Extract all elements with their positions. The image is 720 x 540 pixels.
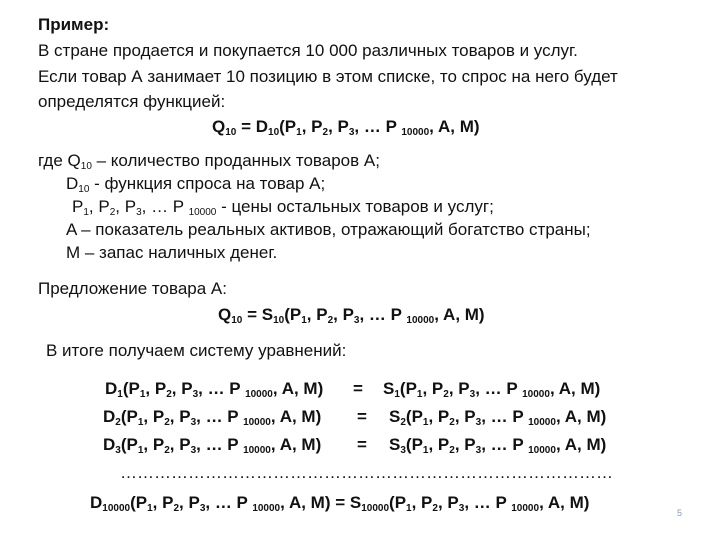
where-d: $D_{10}$ - функция спроса на товар А;: [66, 174, 326, 195]
system-row-1-eq: =: [353, 379, 363, 398]
system-row-last: $D_{10000}(P_1$, $P_2$, $P_3$, … P $_{10000}$, A, $M) = S_{10000}(P_1$, $P_2$, $P_3$, … P $_{10000}$, A, M): [90, 493, 590, 514]
system-row-2-lhs: $D_2(P_1$, $P_2$, $P_3$, … P $_{10000}$, A, M): [103, 407, 322, 428]
system-row-2-rhs: $S_2(P_1$, $P_2$, $P_3$, … P $_{10000}$, A, M): [389, 407, 607, 428]
system-row-1-rhs: $S_1(P_1$, $P_2$, $P_3$, … P $_{10000}$, A, M): [383, 379, 601, 400]
supply-equation: $Q_{10} = S_{10}(P_1$, $P_2$, $P_3$, … P $_{10000}$, A, M): [218, 305, 485, 326]
intro-line-2: Если товар А занимает 10 позицию в этом списке, то спрос на него будет: [38, 67, 618, 86]
example-heading: Пример:: [38, 15, 110, 34]
intro-line-1: В стране продается и покупается 10 000 различных товаров и услуг.: [38, 41, 578, 60]
system-row-1-lhs: $D_1(P_1$, $P_2$, $P_3$, … P $_{10000}$, A, M): [105, 379, 324, 400]
system-heading: В итоге получаем систему уравнений:: [46, 341, 347, 360]
ellipsis-row: ……………………………………………………………………………: [120, 463, 613, 482]
where-p: $P_1$, $P_2$, $P_3$, … P $_{10000}$ - цены остальных товаров и услуг;: [72, 197, 494, 218]
where-q: где $Q_{10}$ – количество проданных товаров А;: [38, 151, 380, 172]
where-a: A – показатель реальных активов, отражающий богатство страны;: [66, 220, 591, 239]
system-row-3-rhs: $S_3(P_1$, $P_2$, $P_3$, … P $_{10000}$, A, M): [389, 435, 607, 456]
demand-equation: $Q_{10} = D_{10}(P_1$, $P_2$, $P_3$, … P $_{10000}$, A, M): [212, 117, 480, 138]
intro-line-3: определятся функцией:: [38, 92, 226, 111]
system-row-2-eq: =: [357, 407, 367, 426]
system-row-3-lhs: $D_3(P_1$, $P_2$, $P_3$, … P $_{10000}$, A, M): [103, 435, 322, 456]
system-row-3-eq: =: [357, 435, 367, 454]
where-m: M – запас наличных денег.: [66, 243, 278, 262]
supply-heading: Предложение товара А:: [38, 279, 227, 298]
page-number: 5: [676, 508, 682, 518]
